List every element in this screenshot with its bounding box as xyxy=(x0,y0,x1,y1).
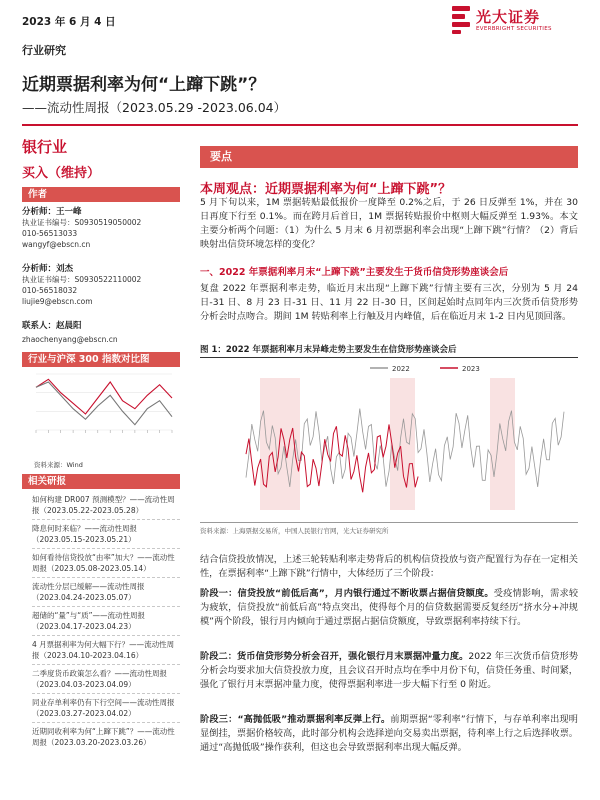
industry-label: 银行业 xyxy=(22,138,68,156)
page-subtitle: ——流动性周报（2023.05.29 -2023.06.04） xyxy=(22,100,287,115)
related-reports-list xyxy=(32,491,180,751)
related-report-link[interactable]: 如何看待信贷投放“由率”加大？——流动性周报（2023.05.08-2023.05.14） xyxy=(32,553,175,573)
series-line xyxy=(36,379,172,414)
related-report-link[interactable]: 降息何时来临？——流动性周报（2023.05.15-2023.05.21） xyxy=(32,524,137,544)
index-chart-header: 行业与沪深 300 指数对比图 xyxy=(22,352,180,367)
stage-1-label: 阶段一：信贷投放“前低后高”，月内银行通过不断收票占据信贷额度。 xyxy=(200,588,494,599)
report-type: 行业研究 xyxy=(22,44,66,57)
weekly-view-heading: 本周观点：近期票据利率为何“上蹿下跳”？ xyxy=(200,182,452,197)
meeting-highlight-band xyxy=(490,378,515,510)
stage-2-paragraph xyxy=(200,650,578,692)
figure-source: 资料来源：上海票据交易所，中国人民银行官网，光大证券研究所 xyxy=(200,527,389,535)
related-reports-header: 相关研报 xyxy=(22,474,180,489)
analyst-email[interactable]: wangyf@ebscn.cn xyxy=(22,240,91,249)
analyst-name: 分析师：刘杰 xyxy=(22,264,74,274)
related-report-link[interactable]: 流动性分层已缓解——流动性周报（2023.04.24-2023.05.07） xyxy=(32,582,145,602)
stage-1-text: 受疫情影响，需求较为疲软，信贷投放“前低后高”特点突出，使得每个月的信贷数据需要反复经历“挤水分+冲规模”两个阶段，银行月内倾向于通过票据占据信贷额度，导致票据利率持续下行。 xyxy=(200,588,579,627)
related-report-link[interactable]: 二季度货币政策怎么看？——流动性周报（2023.04.03-2023.04.09） xyxy=(32,669,167,689)
header-divider xyxy=(22,124,578,126)
authors-header: 作者 xyxy=(22,187,180,202)
analyst-block xyxy=(22,205,182,250)
section1-paragraph: 复盘 2022 年票据利率走势，临近月末出现“上蹿下跳”行情主要有三次，分别为 5 月 24 日-31 日、8 月 23 日-31 日、11 月 22 日-30 日，区间起始时点同年内三次货币信贷形势分析会时点吻合。期间 1M 转贴利率上行触及月内峰值，后在临近月末 1-2 日内见顶回落。 xyxy=(200,283,578,322)
stage-2-label: 阶段二：货币信贷形势分析会召开，强化银行月末票据冲量力度。 xyxy=(200,651,469,662)
meeting-highlight-band xyxy=(390,378,415,510)
logo-text-en: EVERBRIGHT SECURITIES xyxy=(476,26,552,32)
stage-3-paragraph xyxy=(200,713,578,755)
related-report-link[interactable]: 如何构建 DR007 预测模型？——流动性周报（2023.05.22-2023.05.28） xyxy=(32,495,175,515)
section1-heading: 一、2022 年票据利率月末“上蹿下跳”主要发生于货币信贷形势座谈会后 xyxy=(200,267,509,278)
page-title: 近期票据利率为何“上蹿下跳”？ xyxy=(22,75,266,95)
related-report-link[interactable]: 同业存单利率仍有下行空间——流动性周报（2023.03.27-2023.04.02） xyxy=(32,698,175,718)
analyst-cert: 执业证书编号：S0930519050002 xyxy=(22,218,142,227)
analyst-name: 分析师：王一峰 xyxy=(22,207,82,217)
logo-text: 光大证券 xyxy=(476,8,541,26)
legend-label: 2022 xyxy=(392,365,410,373)
stage-3-label: 阶段三：“高抛低吸”推动票据利率反弹上行。 xyxy=(200,714,391,725)
analyst-phone: 010-56513033 xyxy=(22,229,78,238)
rating-label: 买入（维持） xyxy=(22,166,101,181)
contact-name: 联系人：赵晨阳 xyxy=(22,321,82,331)
analyst-email[interactable]: liujie9@ebscn.com xyxy=(22,297,93,306)
analyst-block xyxy=(22,262,182,307)
key-points-header: 要点 xyxy=(200,146,578,168)
contact-email[interactable]: zhaochenyang@ebscn.cn xyxy=(22,335,118,344)
stage-3-text: 前期票据“零利率”行情下，与存单利率出现明显倒挂，票据价格较高，此时部分机构会选择逆向交易卖出票据，待利率上行之后选择收票。通过“高抛低吸”操作获利，但这也会导致票据利率出现大幅反弹。 xyxy=(200,714,578,753)
index-comparison-chart xyxy=(22,368,182,460)
related-report-link[interactable]: 4 月票据利率为何大幅下行？——流动性周报（2023.04.10-2023.04.16） xyxy=(32,640,175,660)
figure-title: 图 1：2022 年票据利率月末异峰走势主要发生在信贷形势座谈会后 xyxy=(200,345,457,355)
figure-top-rule xyxy=(200,357,578,358)
figure-bottom-rule xyxy=(200,522,578,523)
stage-2-text: 2022 年三次货币信贷形势分析会均要求加大信贷投放力度，且会议召开时点均在季中月份下旬，信贷任务重、时间紧，强化了银行月末票据冲量力度，使得票据利率进一步大幅下行至 0 附近。 xyxy=(200,651,579,690)
analyst-cert: 执业证书编号：S0930522110002 xyxy=(22,275,142,284)
logo-mark-icon xyxy=(452,6,470,34)
brand-logo xyxy=(452,6,572,40)
stage-intro-paragraph: 结合信贷投放情况，上述三轮转贴利率走势背后的机构信贷投放与资产配置行为存在一定相关性，在票据利率“上蹿下跳”行情中，大体经历了三个阶段： xyxy=(200,554,578,579)
bill-rate-chart xyxy=(240,360,570,520)
analyst-phone: 010-56518032 xyxy=(22,286,78,295)
intro-paragraph: 5 月下旬以来，1M 票据转贴最低报价一度降至 0.2%之后，于 26 日反弹至 1%，并在 30 日再度下行至 0.1%。而在跨月后首日，1M 票据转贴报价中枢则大幅反弹至 1.93%。本文主要分析两个问题：（1）为什么 5 月末 6 月初票据利率会出现“上蹿下跳”行情？（2）背后映射出信贷环境怎样的变化？ xyxy=(200,197,578,250)
related-report-link[interactable]: 近期同收利率为何“上蹿下跳”？——流动性周报（2023.03.20-2023.03.26） xyxy=(32,727,175,747)
index-chart-source: 资料来源：Wind xyxy=(34,461,83,469)
report-date: 2023 年 6 月 4 日 xyxy=(22,16,116,28)
related-report-link[interactable]: 超储的“量”与“质”——流动性周报（2023.04.17-2023.04.23） xyxy=(32,611,146,631)
contact-block xyxy=(22,319,182,345)
stage-1-paragraph xyxy=(200,587,578,629)
legend-label: 2023 xyxy=(462,365,480,373)
